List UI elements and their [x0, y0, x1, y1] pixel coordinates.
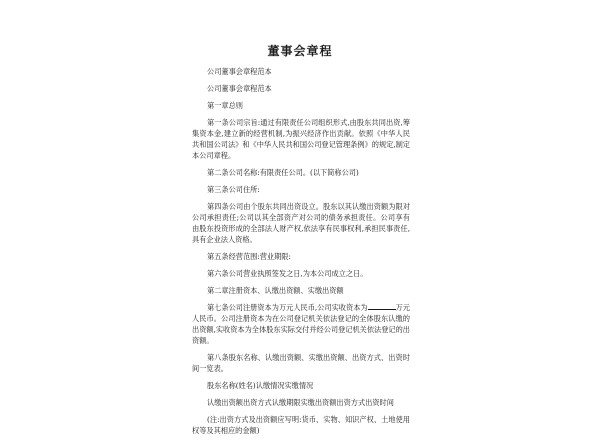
- paragraph-heading-2: 公司董事会章程范本: [207, 84, 272, 93]
- article-7-text-before: 第七条公司注册资本为万元人民币,公司实收资本为: [207, 303, 368, 312]
- shareholder-table-columns: 认缴出资额出资方式认缴期限实缴出资额出资方式出资时间: [207, 398, 394, 407]
- paragraph-heading-1: 公司董事会章程范本: [207, 67, 272, 76]
- article-2: 第二条公司名称:有限责任公司。(以下简称公司): [207, 168, 359, 177]
- capital-blank-line: [368, 302, 396, 310]
- contribution-note: (注:出资方式及出资额应写明:货币、实物、知识产权、土地使用权等及其相应的金额): [192, 415, 410, 435]
- article-6: 第六条公司营业执照签发之日,为本公司成立之日。: [207, 269, 368, 278]
- document-title: 董事会章程: [267, 44, 333, 58]
- chapter-1-heading: 第一章总则: [207, 101, 243, 110]
- article-5: 第五条经营范围:营业期限:: [207, 252, 291, 261]
- article-4: 第四条公司由个股东共同出资设立。股东以其认缴出资额为限对公司承担责任;公司以其全部资产对公司的债务承担责任。公司享有由股东投资形成的全部法人财产权,依法享有民事权利,承担民事责任,具有企业法人资格。: [192, 202, 410, 244]
- article-7: [192, 302, 410, 346]
- chapter-2-heading: 第二章注册资本、认缴出资额、实缴出资额: [207, 286, 344, 295]
- article-1: 第一条公司宗旨:通过有限责任公司组织形式,由股东共同出资,筹集资本金,建立新的经营机制,为振兴经济作出贡献。依照《中华人民共和国公司法》和《中华人民共和国公司登记管理条例》的规定,制定本公司章程。: [192, 118, 410, 160]
- shareholder-table-header: 股东名称(姓名)认缴情况实缴情况: [207, 381, 314, 390]
- document-body: [192, 66, 410, 442]
- article-8: 第八条股东名称、认缴出资额、实缴出资额、出资方式、出资时间一览表。: [192, 353, 410, 373]
- article-7-text-after: 万元人民币。公司注册资本为在公司登记机关依法登记的全体股东认缴的出资额,实收资本为全体股东实际交付并经公司登记机关依法登记的出资额。: [192, 303, 410, 345]
- article-3: 第三条公司住所:: [207, 185, 260, 194]
